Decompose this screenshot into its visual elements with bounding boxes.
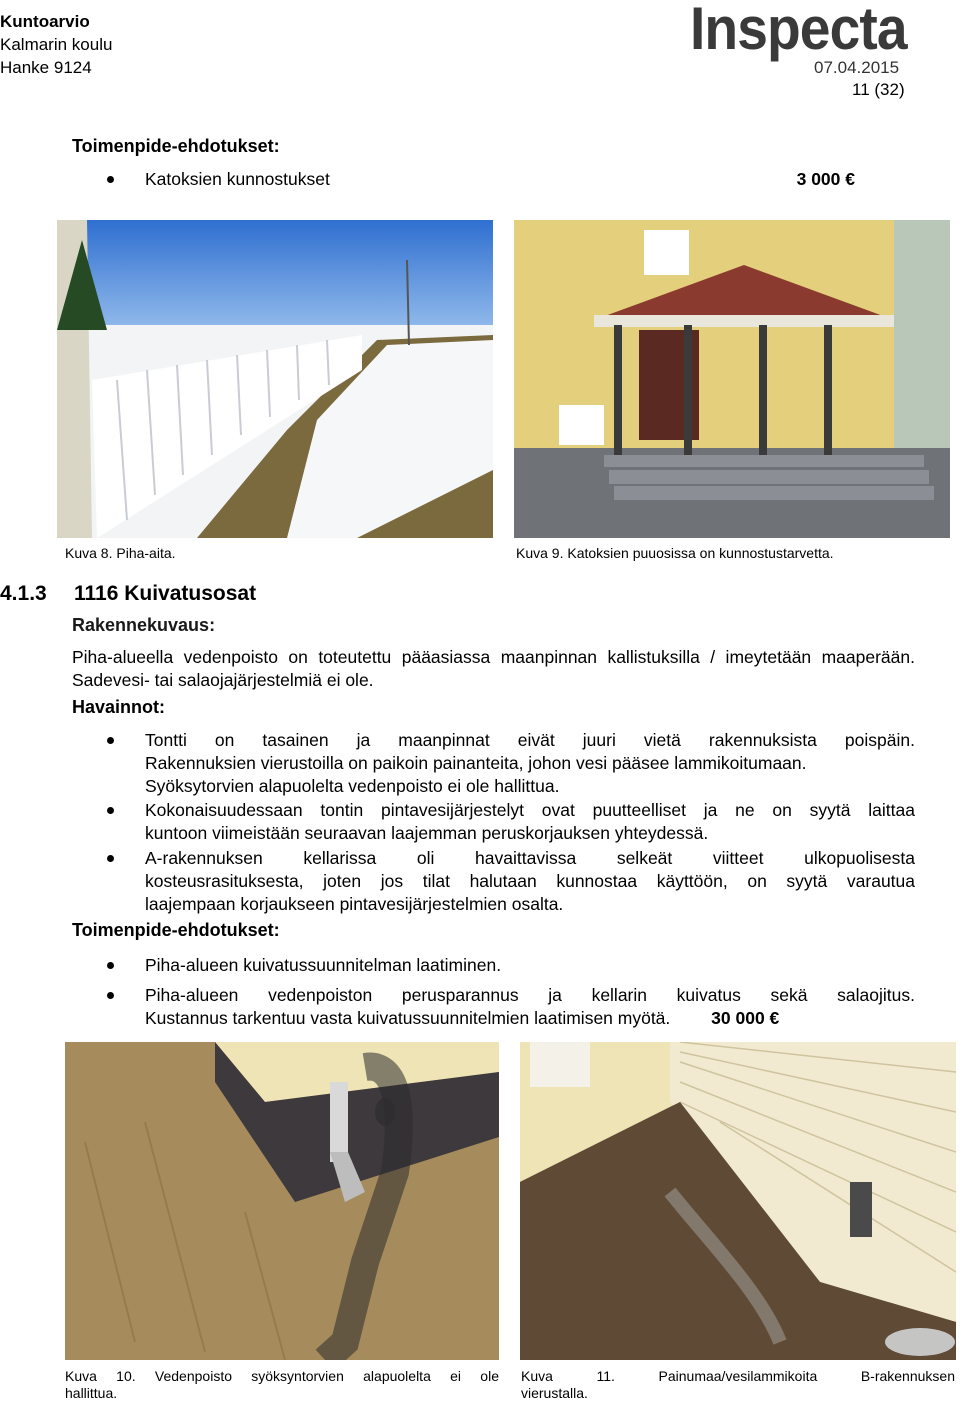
observation-item	[145, 729, 915, 798]
caption-photo-10-line1: Kuva 10. Vedenpoisto syöksyntorvien alapuolelta ei ole	[65, 1368, 499, 1384]
bullet	[107, 992, 114, 999]
report-project: Hanke 9124	[0, 58, 92, 77]
caption-photo-11-line2: vierustalla.	[521, 1385, 588, 1401]
action-line: Kustannus tarkentuu vasta kuivatussuunnitelmien laatimisen myötä.	[145, 1008, 671, 1028]
caption-photo-8: Kuva 8. Piha-aita.	[65, 545, 176, 561]
report-date: 07.04.2015	[814, 58, 900, 77]
observation-item	[145, 799, 915, 845]
section-title: 1116 Kuivatusosat	[74, 582, 257, 605]
photo-ground-depression	[520, 1042, 956, 1360]
photo-fence	[57, 220, 493, 538]
bullet	[107, 176, 114, 183]
section-number: 4.1.3	[0, 582, 47, 605]
observation-line: A-rakennuksen kellarissa oli havaittavissa selkeät viitteet ulkopuolisesta	[145, 848, 915, 868]
report-title: Kuntoarvio	[0, 12, 90, 31]
photo-downpipe	[65, 1042, 499, 1360]
observation-line: Rakennuksien vierustoilla on paikoin painanteita, johon vesi pääsee lammikoitumaan.	[145, 753, 807, 773]
bullet	[107, 962, 114, 969]
caption-photo-9: Kuva 9. Katoksien puuosissa on kunnostustarvetta.	[516, 545, 834, 561]
action-cost-1: 3 000 €	[796, 169, 855, 189]
caption-photo-10-line2: hallittua.	[65, 1385, 118, 1401]
page-number: 11 (32)	[852, 80, 905, 99]
bullet	[107, 855, 114, 862]
description-heading: Rakennekuvaus:	[72, 615, 216, 635]
inspecta-logo: Inspecta	[690, 0, 907, 62]
action-cost-2: 30 000 €	[711, 1008, 780, 1028]
observation-line: kuntoon viimeistään seuraavan laajemman peruskorjauksen yhteydessä.	[145, 823, 709, 843]
report-location: Kalmarin koulu	[0, 35, 113, 54]
actions-heading-2: Toimenpide-ehdotukset:	[72, 920, 280, 940]
observation-line: kosteusrasituksesta, joten jos tilat halutaan kunnostaa käyttöön, on syytä varautua	[145, 871, 915, 891]
bullet	[107, 807, 114, 814]
action-line: Piha-alueen vedenpoiston perusparannus ja kellarin kuivatus sekä salaojitus.	[145, 985, 915, 1005]
description-text: Piha-alueella vedenpoisto on toteutettu pääasiassa maanpinnan kallistuksilla / imeytetään maaperään. Sadevesi- tai salaojajärjestelmiä ei ole.	[72, 647, 915, 690]
action-line: Piha-alueen kuivatussuunnitelman laatiminen.	[145, 955, 502, 975]
action-item	[145, 954, 915, 977]
photo-porch	[514, 220, 950, 538]
action-item	[145, 984, 915, 1030]
action-item-1	[145, 168, 855, 191]
observation-line: laajempaan korjaukseen pintavesijärjestelmien osalta.	[145, 894, 564, 914]
bullet	[107, 737, 114, 744]
observation-item	[145, 847, 915, 916]
caption-photo-11-line1: Kuva 11. Painumaa/vesilammikoita B-rakennuksen	[521, 1368, 955, 1384]
observations-heading: Havainnot:	[72, 697, 166, 717]
observation-line: Syöksytorvien alapuolelta vedenpoisto ei ole hallittua.	[145, 776, 560, 796]
observation-line: Kokonaisuudessaan tontin pintavesijärjestelyt ovat puutteelliset ja ne on syytä laittaa	[145, 800, 915, 820]
observation-line: Tontti on tasainen ja maanpinnat eivät juuri vietä rakennuksista poispäin.	[145, 730, 915, 750]
action-item-text: Katoksien kunnostukset	[145, 169, 330, 189]
actions-heading-1: Toimenpide-ehdotukset:	[72, 136, 280, 156]
